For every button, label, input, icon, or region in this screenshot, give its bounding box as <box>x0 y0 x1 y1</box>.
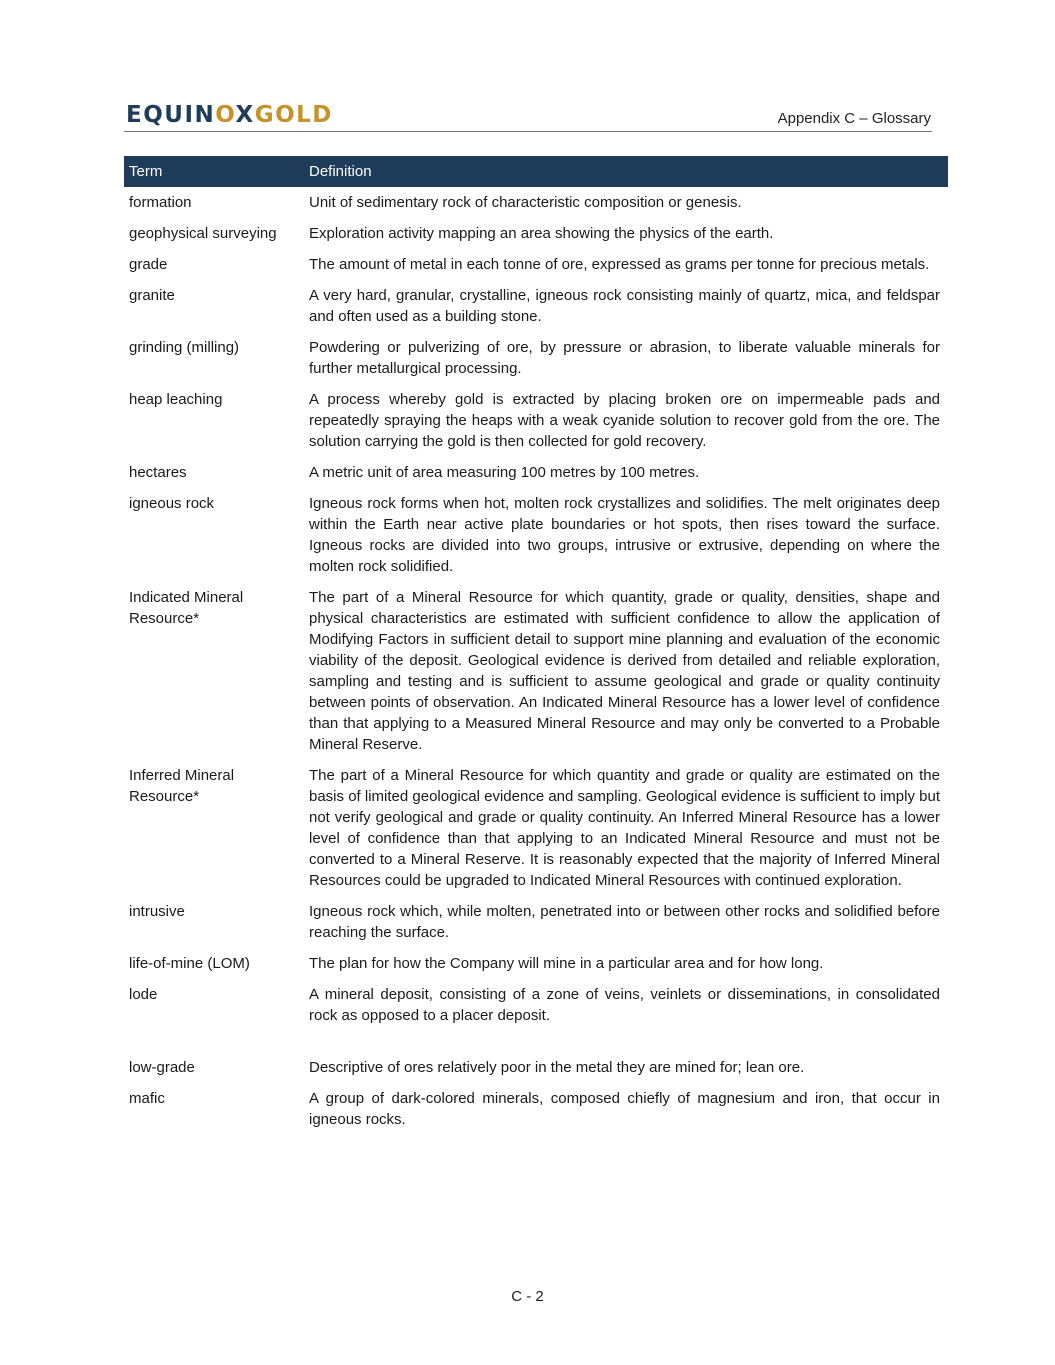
term-cell: life-of-mine (LOM) <box>129 955 250 972</box>
logo-text-x: X <box>235 102 255 128</box>
logo-text-gold: GOLD <box>254 102 333 128</box>
table-row <box>124 582 948 760</box>
term-cell: formation <box>129 194 192 211</box>
table-row <box>124 896 948 948</box>
term-cell: intrusive <box>129 903 185 920</box>
definition-cell: Unit of sedimentary rock of characteristic composition or genesis. <box>309 194 742 211</box>
definition-cell: Descriptive of ores relatively poor in the metal they are mined for; lean ore. <box>309 1059 805 1076</box>
term-cell: mafic <box>129 1090 165 1107</box>
table-row <box>124 457 948 488</box>
table-row <box>124 760 948 896</box>
table-row <box>124 1052 948 1083</box>
company-logo <box>126 102 333 128</box>
table-row <box>124 488 948 582</box>
table-row <box>124 280 948 332</box>
definition-cell: A group of dark-colored minerals, composed chiefly of magnesium and iron, that occur in igneous rocks. <box>309 1090 940 1128</box>
table-row <box>124 187 948 218</box>
term-cell: hectares <box>129 464 187 481</box>
definition-cell: Igneous rock which, while molten, penetrated into or between other rocks and solidified before reaching the surface. <box>309 903 940 941</box>
page-number: C - 2 <box>511 1288 544 1305</box>
header-divider <box>124 131 932 132</box>
definition-cell: Igneous rock forms when hot, molten rock crystallizes and solidifies. The melt originates deep within the Earth near active plate boundaries or hot spots, then rises toward the surface. Igneous rocks are divided into two groups, intrusive or extrusive, depending on where the molten rock solidified. <box>309 495 940 575</box>
definition-cell: A very hard, granular, crystalline, igneous rock consisting mainly of quartz, mica, and feldspar and often used as a building stone. <box>309 287 940 325</box>
logo-text-equin: EQUIN <box>126 102 216 128</box>
term-cell: igneous rock <box>129 495 215 512</box>
table-row <box>124 979 948 1052</box>
column-header-term: Term <box>124 156 304 187</box>
glossary-table <box>124 156 948 1135</box>
definition-cell: The amount of metal in each tonne of ore, expressed as grams per tonne for precious metals. <box>309 256 930 273</box>
table-row <box>124 218 948 249</box>
table-header-row <box>124 156 948 187</box>
table-row <box>124 332 948 384</box>
section-title: Appendix C – Glossary <box>777 110 931 127</box>
definition-cell: A mineral deposit, consisting of a zone of veins, veinlets or disseminations, in consolidated rock as opposed to a placer deposit. <box>309 986 940 1024</box>
definition-cell: Powdering or pulverizing of ore, by pressure or abrasion, to liberate valuable minerals for further metallurgical processing. <box>309 339 940 377</box>
term-cell: geophysical surveying <box>129 225 277 242</box>
term-cell: heap leaching <box>129 391 223 408</box>
term-cell: Inferred Mineral Resource* <box>129 767 235 805</box>
definition-cell: The part of a Mineral Resource for which quantity, grade or quality, densities, shape and physical characteristics are estimated with sufficient confidence to allow the application of Modifying Factors in sufficient detail to support mine planning and evaluation of the economic viability of the deposit. Geological evidence is derived from detailed and reliable exploration, sampling and testing and is sufficient to assume geological and grade or quality continuity between points of observation. An Indicated Mineral Resource has a lower level of confidence than that applying to a Measured Mineral Resource and may only be converted to a Probable Mineral Reserve. <box>309 589 940 753</box>
definition-cell: A metric unit of area measuring 100 metres by 100 metres. <box>309 464 700 481</box>
term-cell: lode <box>129 986 158 1003</box>
term-cell: Indicated Mineral Resource* <box>129 589 244 627</box>
table-row <box>124 1083 948 1135</box>
table-row <box>124 249 948 280</box>
definition-cell: The part of a Mineral Resource for which quantity and grade or quality are estimated on the basis of limited geological evidence and sampling. Geological evidence is sufficient to imply but not verify geological and grade or quality continuity. An Inferred Mineral Resource has a lower level of confidence than that applying to an Indicated Mineral Resource and must not be converted to a Mineral Reserve. It is reasonably expected that the majority of Inferred Mineral Resources could be upgraded to Indicated Mineral Resources with continued exploration. <box>309 767 940 889</box>
column-header-definition: Definition <box>304 156 948 187</box>
term-cell: grade <box>129 256 168 273</box>
definition-cell: A process whereby gold is extracted by placing broken ore on impermeable pads and repeatedly spraying the heaps with a weak cyanide solution to recover gold from the ore. The solution carrying the gold is then collected for gold recovery. <box>309 391 940 450</box>
logo-o-mark: O <box>215 102 236 128</box>
table-row <box>124 384 948 457</box>
definition-cell: Exploration activity mapping an area showing the physics of the earth. <box>309 225 774 242</box>
definition-cell: The plan for how the Company will mine in a particular area and for how long. <box>309 955 824 972</box>
table-row <box>124 948 948 979</box>
term-cell: grinding (milling) <box>129 339 240 356</box>
term-cell: low-grade <box>129 1059 195 1076</box>
term-cell: granite <box>129 287 175 304</box>
